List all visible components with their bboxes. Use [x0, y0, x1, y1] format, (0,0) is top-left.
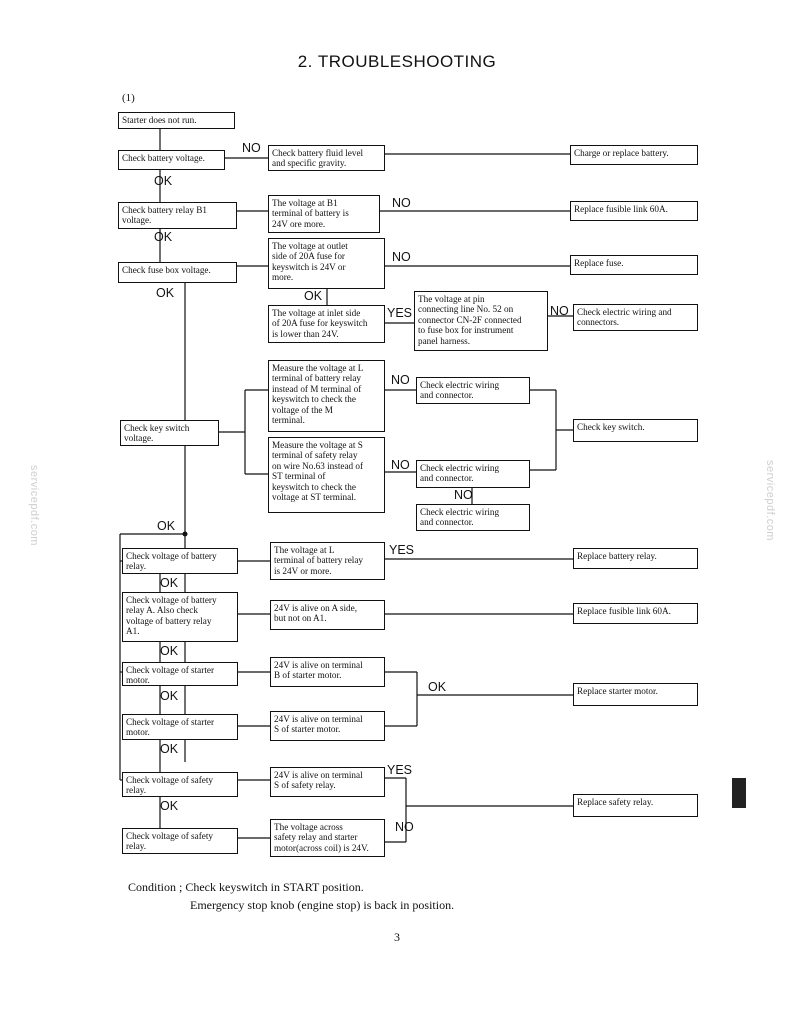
page-number: 3: [394, 930, 400, 944]
box-check-key-switch: Check key switch.: [573, 419, 698, 442]
section-number: (1): [122, 92, 135, 104]
box-check-voltage-starter-1: Check voltage of starter motor.: [122, 662, 238, 686]
label-ok: OK: [154, 174, 173, 188]
label-no: NO: [391, 458, 410, 472]
box-replace-fusible-link-60a-2: Replace fusible link 60A.: [573, 603, 698, 624]
label-ok: OK: [154, 230, 173, 244]
section-tab-marker: [732, 778, 746, 808]
box-replace-battery-relay: Replace battery relay.: [573, 548, 698, 569]
label-ok: OK: [156, 286, 175, 300]
box-voltage-inlet-20a: The voltage at inlet side of 20A fuse for keyswitch is lower than 24V.: [268, 305, 385, 343]
label-ok: OK: [304, 289, 323, 303]
box-check-wiring-3: Check electric wiring and connector.: [416, 504, 530, 531]
box-replace-fusible-link-60a-1: Replace fusible link 60A.: [570, 201, 698, 221]
box-voltage-across-coil: The voltage across safety relay and starter motor(across coil) is 24V.: [270, 819, 385, 857]
label-yes: YES: [387, 306, 413, 320]
box-check-battery-voltage: Check battery voltage.: [118, 150, 225, 170]
box-check-fuse-box-voltage: Check fuse box voltage.: [118, 262, 237, 283]
box-check-voltage-starter-2: Check voltage of starter motor.: [122, 714, 238, 740]
box-charge-or-replace-battery: Charge or replace battery.: [570, 145, 698, 165]
label-yes: YES: [389, 543, 415, 557]
box-alive-terminal-b: 24V is alive on terminal B of starter motor.: [270, 657, 385, 687]
box-alive-terminal-s-safety: 24V is alive on terminal S of safety relay.: [270, 767, 385, 797]
box-voltage-outlet-20a: The voltage at outlet side of 20A fuse for keyswitch is 24V or more.: [268, 238, 385, 289]
box-voltage-at-l: The voltage at L terminal of battery relay is 24V or more.: [270, 542, 385, 580]
box-voltage-at-b1: The voltage at B1 terminal of battery is 24V ore more.: [268, 195, 380, 233]
box-starter-does-not-run: Starter does not run.: [118, 112, 235, 129]
page-title: 2. TROUBLESHOOTING: [297, 52, 497, 71]
box-check-voltage-battery-relay: Check voltage of battery relay.: [122, 548, 238, 574]
label-ok: OK: [428, 680, 447, 694]
label-ok: OK: [160, 644, 179, 658]
label-ok: OK: [157, 519, 176, 533]
watermark-right: servicepdf.com: [764, 460, 776, 541]
box-voltage-pin-52: The voltage at pin connecting line No. 52 on connector CN-2F connected to fuse box for instrument panel harness.: [414, 291, 548, 351]
label-no: NO: [395, 820, 414, 834]
box-measure-voltage-s: Measure the voltage at S terminal of safety relay on wire No.63 instead of ST terminal of keyswitch to check the voltage at ST terminal.: [268, 437, 385, 513]
box-check-voltage-relay-a: Check voltage of battery relay A. Also check voltage of battery relay A1.: [122, 592, 238, 642]
label-no: NO: [391, 373, 410, 387]
box-check-fluid-level: Check battery fluid level and specific gravity.: [268, 145, 385, 171]
box-check-wiring-2: Check electric wiring and connector.: [416, 460, 530, 488]
condition-line-2: Emergency stop knob (engine stop) is back in position.: [190, 898, 455, 912]
box-check-wiring-connectors: Check electric wiring and connectors.: [573, 304, 698, 331]
label-ok: OK: [160, 689, 179, 703]
watermark-left: servicepdf.com: [28, 465, 40, 546]
box-measure-voltage-l: Measure the voltage at L terminal of battery relay instead of M terminal of keyswitch to check the voltage of the M terminal.: [268, 360, 385, 432]
label-ok: OK: [160, 742, 179, 756]
box-alive-a-side: 24V is alive on A side, but not on A1.: [270, 600, 385, 630]
condition-line-1: Condition ; Check keyswitch in START position.: [128, 880, 364, 894]
box-check-wiring-1: Check electric wiring and connector.: [416, 377, 530, 404]
box-replace-starter-motor: Replace starter motor.: [573, 683, 698, 706]
label-no: NO: [392, 196, 411, 210]
label-no: NO: [242, 141, 261, 155]
label-yes: YES: [387, 763, 413, 777]
label-ok: OK: [160, 799, 179, 813]
box-check-voltage-safety-1: Check voltage of safety relay.: [122, 772, 238, 797]
label-no: NO: [550, 304, 569, 318]
box-check-battery-relay-b1: Check battery relay B1 voltage.: [118, 202, 237, 229]
box-alive-terminal-s-starter: 24V is alive on terminal S of starter motor.: [270, 711, 385, 741]
box-replace-safety-relay: Replace safety relay.: [573, 794, 698, 817]
label-no: NO: [454, 488, 473, 502]
label-no: NO: [392, 250, 411, 264]
box-check-key-switch-voltage: Check key switch voltage.: [120, 420, 219, 446]
box-replace-fuse: Replace fuse.: [570, 255, 698, 275]
box-check-voltage-safety-2: Check voltage of safety relay.: [122, 828, 238, 854]
label-ok: OK: [160, 576, 179, 590]
